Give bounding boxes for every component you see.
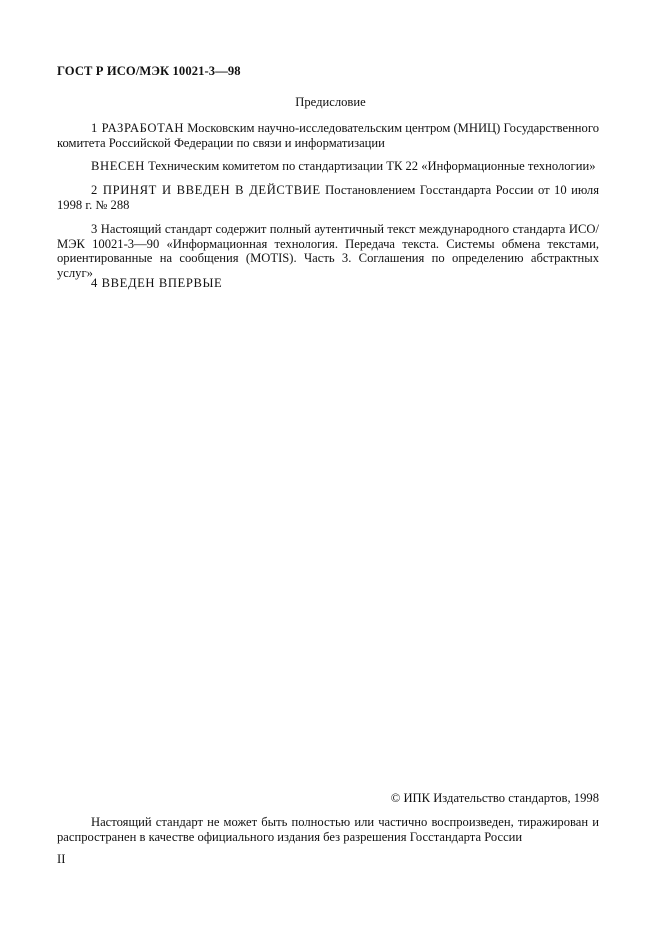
paragraph-introduced-by — [57, 159, 599, 174]
paragraph-lead: 4 ВВЕДЕН ВПЕРВЫЕ — [91, 276, 223, 290]
paragraph-text: Московским научно-исследовательским центром (МНИЦ) Государственного комитета Российской Федерации по связи и информатизации — [57, 121, 599, 150]
paragraph-authentic-text — [57, 222, 599, 280]
paragraph-text: Постановлением Госстандарта России от 10 июля 1998 г. № 288 — [57, 183, 599, 212]
paragraph-lead: 2 ПРИНЯТ И ВВЕДЕН В ДЕЙСТВИЕ — [91, 183, 321, 197]
paragraph-text: 3 Настоящий стандарт содержит полный аутентичный текст международного стандарта ИСО/МЭК 10021-3—90 «Информационная технология. Передача текста. Системы обмена текстами, ориентированные на сообщения (MOTIS). Часть 3. Соглашения по определению абстрактных услуг» — [57, 222, 599, 280]
paragraph-text: Настоящий стандарт не может быть полностью или частично воспроизведен, тиражирован и распространен в качестве официального издания без разрешения Госстандарта России — [57, 815, 599, 844]
foreword-title: Предисловие — [295, 95, 366, 109]
standard-id-header: ГОСТ Р ИСО/МЭК 10021-3—98 — [57, 64, 241, 78]
paragraph-lead: 1 РАЗРАБОТАН — [91, 121, 185, 135]
paragraph-adopted — [57, 183, 599, 212]
copyright-line: © ИПК Издательство стандартов, 1998 — [390, 791, 599, 805]
paragraph-lead: ВНЕСЕН — [91, 159, 145, 173]
paragraph-text: Техническим комитетом по стандартизации ТК 22 «Информационные технологии» — [144, 159, 596, 173]
paragraph-developed-by — [57, 121, 599, 150]
paragraph-first-introduced — [57, 276, 599, 291]
page-number: II — [57, 852, 66, 866]
reproduction-notice — [57, 815, 599, 844]
